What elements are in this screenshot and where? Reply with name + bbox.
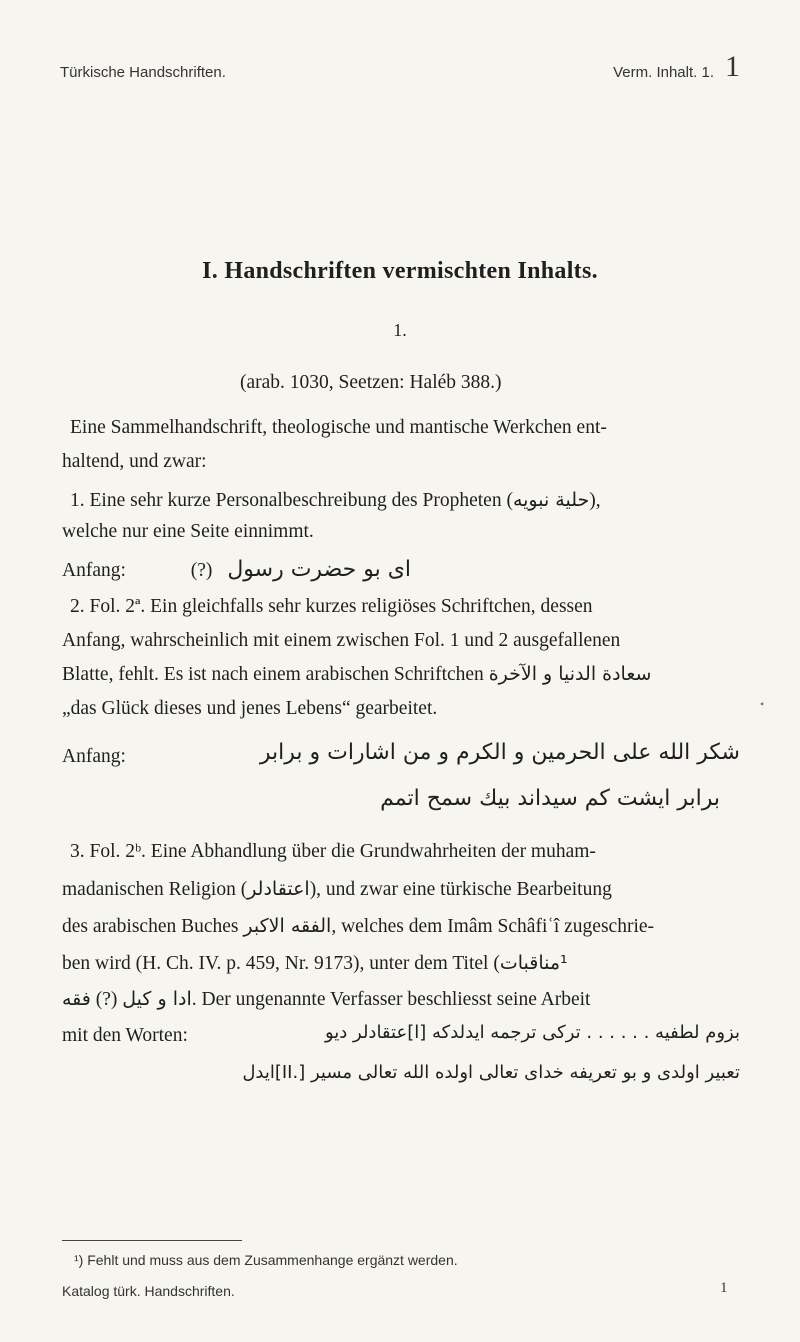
margin-mark: •: [760, 697, 765, 711]
catalog-footer: Katalog türk. Handschriften.: [62, 1283, 235, 1299]
item1-anfang: [62, 557, 411, 584]
item2-line-4: „das Glück dieses und jenes Lebens“ gearbeitet.: [62, 698, 438, 719]
item3-text-f: (?): [90, 989, 123, 1010]
item3-text-d: , welches dem Imâm Schâfiʿî zugeschrie-: [331, 916, 655, 937]
footnote: ¹) Fehlt und muss aus dem Zusammenhange ergänzt werden.: [74, 1252, 458, 1268]
item3-arabic-book: الفقه الاكبر: [243, 915, 332, 937]
item2-line-2: Anfang, wahrscheinlich mit einem zwischen Fol. 1 und 2 ausgefallenen: [62, 630, 621, 651]
item3-text-b: ), und zwar eine türkische Bearbeitung: [309, 879, 612, 900]
item3-line-4: [62, 950, 568, 977]
running-head-left: Türkische Handschriften.: [60, 64, 226, 81]
item3-arabic-religion: اعتقادلر: [247, 878, 310, 900]
item1-line-2: welche nur eine Seite einnimmt.: [62, 521, 314, 542]
item-number: 1.: [393, 320, 407, 340]
item2-anfang-arabic-line-1: شكر الله على الحرمين و الكرم و من اشارات و برابر: [259, 740, 740, 765]
item1-arabic-title: حلية نبويه: [512, 489, 590, 511]
item3-arabic-title-end-2: ادا و كيل: [122, 988, 192, 1010]
item3-text-g: . Der ungenannte Verfasser beschliesst seine Arbeit: [191, 989, 591, 1010]
item2-anfang-arabic-line-2: برابر ايشت كم سيداند بيك سمح اتمم: [380, 786, 720, 811]
item1-text-b: ),: [589, 490, 601, 511]
running-head: [60, 50, 740, 88]
item3-line-6: mit den Worten:: [62, 1025, 188, 1046]
item3-arabic-title-end: فقه: [62, 988, 91, 1010]
item3-line-5: [62, 986, 590, 1013]
item1-text-a: 1. Eine sehr kurze Personalbeschreibung des Propheten (: [70, 490, 513, 511]
intro-line-2: haltend, und zwar:: [62, 451, 207, 472]
item2-line-3: [62, 661, 651, 688]
item3-text-c: des arabischen Buches: [62, 916, 244, 937]
running-head-right: Verm. Inhalt. 1.: [613, 64, 714, 81]
item3-line-2: [62, 876, 612, 903]
footnote-rule: [62, 1240, 242, 1241]
item2-text-a: Blatte, fehlt. Es ist nach einem arabischen Schriftchen: [62, 664, 489, 685]
signature-mark: 1: [720, 1280, 728, 1296]
item1-line-1: [70, 487, 601, 514]
item1-anfang-arabic: اى بو حضرت رسول: [227, 557, 412, 582]
item3-arabic-title-start: ¹مناقبات: [499, 952, 568, 974]
item2-line-1: 2. Fol. 2ª. Ein gleichfalls sehr kurzes religiöses Schriftchen, dessen: [70, 596, 593, 617]
item3-text-a: madanischen Religion (: [62, 879, 248, 900]
item3-line-3: [62, 913, 654, 940]
item3-arabic-closing-2: تعبير اولدى و بو تعريفه خداى تعالى اولده الله تعالى مسير [.II]ايدل: [242, 1062, 740, 1083]
item1-anfang-query: (?): [190, 560, 213, 581]
item3-text-e: ben wird (H. Ch. IV. p. 459, Nr. 9173), unter dem Titel (: [62, 953, 500, 974]
anfang-label: Anfang:: [62, 560, 126, 581]
item3-line-1: 3. Fol. 2ᵇ. Eine Abhandlung über die Grundwahrheiten der muham-: [70, 841, 596, 862]
item2-arabic-source: سعادة الدنيا و الآخرة: [488, 663, 652, 685]
intro-line-1: Eine Sammelhandschrift, theologische und mantische Werkchen ent-: [70, 417, 607, 438]
item2-anfang-label: Anfang:: [62, 746, 126, 767]
provenance-note: (arab. 1030, Seetzen: Haléb 388.): [240, 372, 502, 393]
section-title: I. Handschriften vermischten Inhalts.: [202, 258, 598, 284]
item3-arabic-closing-1: بزوم لطفيه . . . . . . تركى ترجمه ايدلدكه [ا]عتقادلر ديو: [324, 1022, 740, 1043]
page-number: 1: [725, 50, 740, 83]
